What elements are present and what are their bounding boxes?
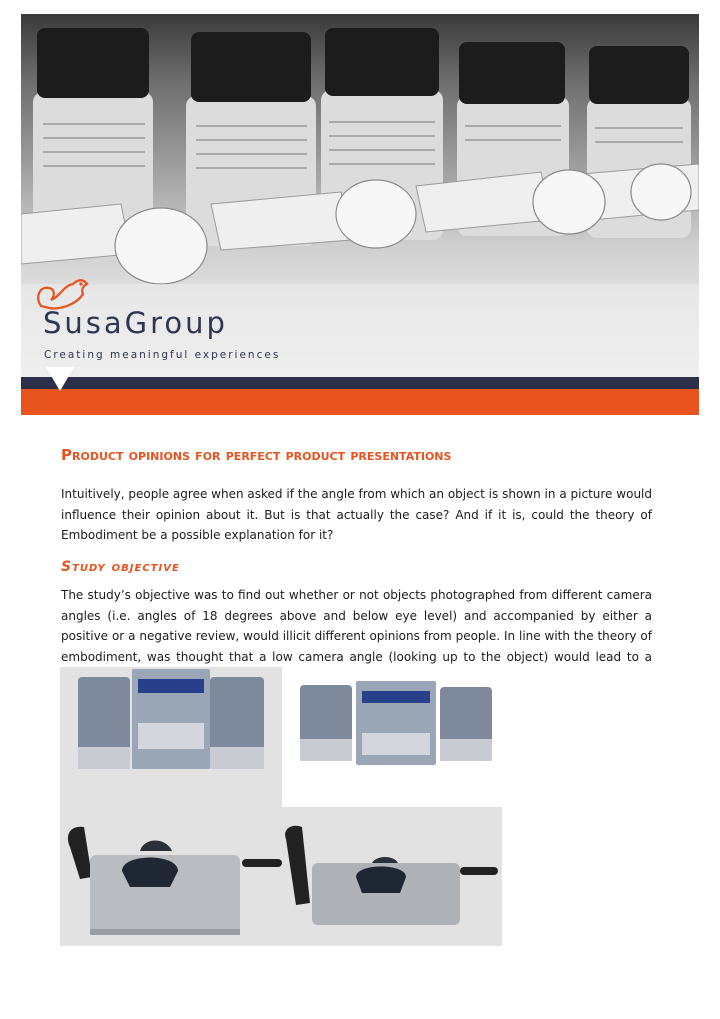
article — [61, 446, 652, 664]
article-title: Product opinions for perfect product presentations — [61, 446, 452, 464]
orange-stripe — [21, 389, 699, 415]
logo-tagline: Creating meaningful experiences — [44, 349, 281, 361]
section-paragraph: The study’s objective was to find out whether or not objects photographed from different camera angles (i.e. angles of 18 degrees above and below eye level) and accompanied by either a positive or a negative review, would illicit different opinions from people. In line with the theory of embodiment, was thought that a low camera angle (looking up to the object) would lead to a — [61, 588, 652, 664]
product-images — [60, 667, 502, 946]
stereo-system-high-angle — [300, 681, 492, 765]
intro-paragraph: Intuitively, people agree when asked if the angle from which an object is shown in a picture would influence their opinion about it. But is that actually the case? And if it is, could the theory of Embodiment be a possible explanation for it? — [61, 487, 652, 542]
triangle-marker-icon — [46, 367, 74, 391]
logo-name: SusaGroup — [43, 306, 228, 340]
header-banner — [21, 14, 699, 415]
section-heading: Study objective — [61, 559, 180, 575]
navy-stripe — [21, 377, 699, 389]
stereo-system-low-angle — [78, 669, 264, 769]
product-figure — [60, 667, 502, 946]
